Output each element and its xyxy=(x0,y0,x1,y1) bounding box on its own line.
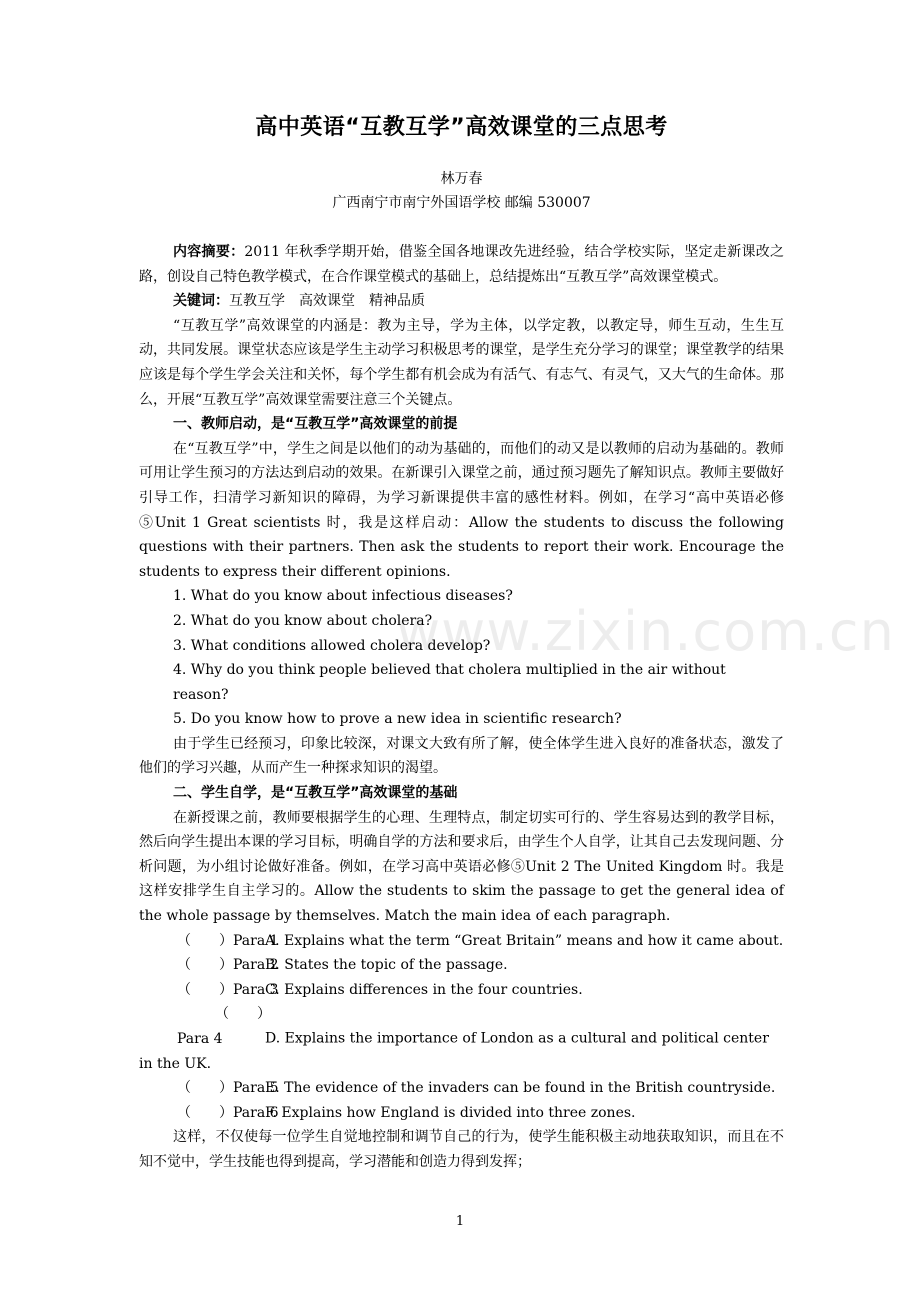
matching-para: （ ）Para 5 xyxy=(177,1080,279,1097)
matching-item xyxy=(139,953,784,978)
matching-para: （ ）Para 4 xyxy=(177,1006,264,1047)
question-item: 3. What conditions allowed cholera develop? xyxy=(173,637,491,654)
section1-heading: 一、教师启动，是“互教互学”高效课堂的前提 xyxy=(173,416,458,433)
matching-item xyxy=(139,1002,784,1076)
section1-after: 由于学生已经预习，印象比较深，对课文大致有所了解，使全体学生进入良好的准备状态，激发了他们的学习兴趣，从而产生一种探求知识的渴望。 xyxy=(139,735,784,777)
abstract-label: 内容摘要： xyxy=(173,244,245,260)
question-item: 1. What do you know about infectious diseases? xyxy=(173,588,513,605)
matching-item xyxy=(139,978,784,1003)
section2-after: 这样，不仅使每一位学生自觉地控制和调节自己的行为，使学生能积极主动地获取知识，而且在不知不觉中，学生技能也得到提高，学习潜能和创造力得到发挥； xyxy=(139,1129,784,1170)
matching-text: B. States the topic of the passage. xyxy=(265,957,508,974)
question-item: 2. What do you know about cholera? xyxy=(173,612,433,629)
abstract xyxy=(139,240,784,289)
matching-item xyxy=(139,1076,784,1101)
matching-item xyxy=(139,1101,784,1126)
matching-text: D. Explains the importance of London as a cultural and political center in the UK. xyxy=(139,1031,769,1072)
document-body xyxy=(139,240,784,1175)
section1-paragraph: 在“互教互学”中，学生之间是以他们的动为基础的，而他们的动又是以教师的启动为基础的。教师可用让学生预习的方法达到启动的效果。在新课引入课堂之前，通过预习题先了解知识点。教师主要做好引导工作，扫清学习新知识的障碍，为学习新课提供丰富的感性材料。例如，在学习“高中英语必修⑤Unit 1 Great scientists 时，我是这样启动：Allow the students to discuss the following questions with their partners. Then ask the students to report their work. Encourage the students to express their different opinions. xyxy=(139,440,784,580)
question-item: 4. Why do you think people believed that cholera multiplied in the air without reason? xyxy=(173,662,726,703)
keywords-text: 互教互学 高效课堂 精神品质 xyxy=(229,293,425,310)
question-item: 5. Do you know how to prove a new idea in scientific research? xyxy=(173,711,622,728)
abstract-text: 2011 年秋季学期开始，借鉴全国各地课改先进经验，结合学校实际，坚定走新课改之路，创设自己特色教学模式，在合作课堂模式的基础上，总结提炼出“互教互学”高效课堂模式。 xyxy=(139,244,785,285)
keywords-label: 关键词： xyxy=(173,293,229,310)
author-affiliation: 广西南宁市南宁外国语学校 邮编 530007 xyxy=(332,195,591,211)
matching-item xyxy=(139,929,784,954)
document-title: 高中英语“互教互学”高效课堂的三点思考 xyxy=(255,115,668,140)
matching-para: （ ）Para 3 xyxy=(177,981,279,998)
intro-paragraph: “互教互学”高效课堂的内涵是：教为主导，学为主体，以学定教，以教定导，师生互动，生生互动，共同发展。课堂状态应该是学生主动学习积极思考的课堂，是学生充分学习的课堂；课堂教学的结果应该是每个学生学会关注和关怀，每个学生都有机会成为有活气、有志气、有灵气，又大气的生命体。那么，开展“互教互学”高效课堂需要注意三个关键点。 xyxy=(139,317,784,408)
watermark: www.zixin.com.cn xyxy=(396,600,895,663)
section2-paragraph: 在新授课之前，教师要根据学生的心理、生理特点，制定切实可行的、学生容易达到的教学目标，然后向学生提出本课的学习目标，明确自学的方法和要求后，由学生个人自学，让其自己去发现问题、分析问题，为小组讨论做好准备。例如，在学习高中英语必修⑤Unit 2 The United Kingdom 时。我是这样安排学生自主学习的。Allow the students to skim the passage to get the general idea of the whole passage by themselves. Match the main idea of each paragraph. xyxy=(139,809,784,925)
matching-text: E. The evidence of the invaders can be found in the British countryside. xyxy=(265,1080,776,1097)
matching-text: A. Explains what the term “Great Britain” means and how it came about. xyxy=(265,932,784,949)
section2-heading: 二、学生自学，是“互教互学”高效课堂的基础 xyxy=(173,785,458,802)
matching-para: （ ）Para 1 xyxy=(177,932,279,949)
matching-para: （ ）Para 6 xyxy=(177,1104,279,1121)
matching-text: F. Explains how England is divided into three zones. xyxy=(265,1104,636,1121)
matching-para: （ ）Para 2 xyxy=(177,957,279,974)
page-number: 1 xyxy=(455,1214,465,1229)
keywords xyxy=(139,289,784,314)
matching-text: C. Explains differences in the four countries. xyxy=(265,981,583,998)
author-name: 林万春 xyxy=(440,171,483,187)
